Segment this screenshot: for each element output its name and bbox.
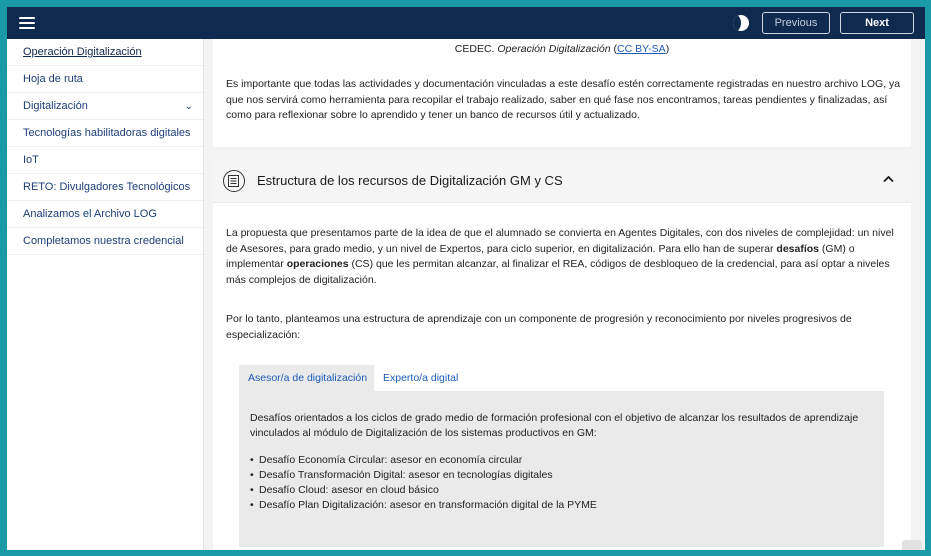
main-content (204, 39, 925, 550)
section-header[interactable] (213, 159, 911, 203)
proposal-keyword-operaciones: operaciones (286, 258, 349, 270)
sidebar-item-label: IoT (23, 154, 39, 166)
sidebar-item-label: Completamos nuestra credencial (23, 235, 184, 247)
sidebar-item-hoja-de-ruta[interactable] (7, 66, 203, 93)
top-bar (7, 7, 925, 39)
list-item-label: Desafío Economía Circular (259, 454, 385, 466)
sidebar-item-credencial[interactable] (7, 228, 203, 255)
sidebar-item-archivo-log[interactable] (7, 201, 203, 228)
moon-icon[interactable] (733, 15, 749, 31)
sidebar-item-label: Analizamos el Archivo LOG (23, 208, 157, 220)
challenge-list (250, 453, 870, 513)
sidebar (7, 39, 204, 550)
tab-asesor[interactable]: Asesor/a de digitalización (239, 365, 374, 391)
structure-section (213, 159, 911, 550)
credit-title: Operación Digitalización (497, 43, 611, 55)
app-frame (7, 7, 925, 550)
next-button[interactable]: Next (840, 12, 914, 34)
list-item (250, 498, 870, 513)
document-list-icon (223, 170, 245, 192)
sidebar-item-label: Digitalización (23, 100, 88, 112)
proposal-text-2: (GM) o implementar (226, 242, 855, 270)
image-credit (213, 43, 911, 55)
scroll-to-top-tab[interactable] (902, 540, 922, 550)
structure-paragraph: Por lo tanto, planteamos una estructura de aprendizaje con un componente de progresión y reconocimiento por niveles progresivos de especialización: (226, 313, 852, 341)
list-item-desc: : asesor en cloud básico (325, 484, 439, 496)
intro-card (213, 39, 911, 147)
proposal-paragraph (226, 226, 906, 288)
tab-panel-asesor (239, 391, 884, 547)
proposal-keyword-desafios: desafíos (776, 242, 820, 255)
sidebar-item-label: RETO: Divulgadores Tecnológicos (23, 181, 191, 193)
sidebar-item-label: Operación Digitalización (23, 46, 142, 58)
panel-description: Desafíos orientados a los ciclos de grado medio de formación profesional con el objetivo de alcanzar los resultados de aprendizaje vinculados al módulo de Digitalización de los sistemas productivos en GM: (250, 412, 859, 439)
sidebar-item-operacion-digitalizacion[interactable] (7, 39, 203, 66)
list-item-desc: : asesor en economía circular (384, 454, 523, 466)
list-item-label: Desafío Plan Digitalización (259, 499, 384, 511)
proposal-text-3: (CS) que les permitan alcanzar, al finalizar el REA, códigos de desbloqueo de la credencial, para así optar a niveles más complejos de digitalización. (226, 258, 890, 286)
list-item-label: Desafío Cloud (259, 484, 326, 496)
list-item (250, 468, 870, 483)
license-link[interactable]: CC BY-SA (617, 43, 666, 55)
chevron-up-icon[interactable] (883, 175, 894, 183)
chevron-down-icon[interactable]: ⌄ (184, 101, 193, 112)
sidebar-item-tecnologias-habilitadoras[interactable] (7, 120, 203, 147)
credit-author: CEDEC. (454, 43, 498, 55)
list-item (250, 453, 870, 468)
sidebar-item-iot[interactable] (7, 147, 203, 174)
section-title: Estructura de los recursos de Digitalización GM y CS (257, 173, 563, 188)
sidebar-item-label: Tecnologías habilitadoras digitales (23, 127, 191, 139)
list-item-label: Desafío Transformación Digital (259, 469, 403, 481)
list-item-desc: : asesor en tecnologías digitales (402, 469, 553, 481)
previous-button[interactable]: Previous (762, 12, 830, 34)
tab-experto[interactable]: Experto/a digital (383, 372, 459, 384)
credit-paren-open: ( (610, 43, 618, 55)
log-paragraph: Es importante que todas las actividades y documentación vinculadas a este desafío estén correctamente registradas en nuestro archivo LOG, ya que nos servirá como herramienta para recopilar el trabajo realizado, saber en qué fase nos encontramos, tareas pendientes y finalizadas, así como para reflexionar sobre lo aprendido y tener un banco de recursos útil y actualizado. (226, 78, 901, 121)
credit-paren-close: ) (665, 43, 670, 55)
sidebar-item-digitalizacion[interactable] (7, 93, 203, 120)
sidebar-item-reto-divulgadores[interactable] (7, 174, 203, 201)
list-item-desc: : asesor en transformación digital de la PYME (383, 499, 597, 511)
sidebar-item-label: Hoja de ruta (23, 73, 83, 85)
proposal-text-1: La propuesta que presentamos parte de la idea de que el alumnado se convierta en Agentes Digitales, con dos niveles de complejidad: un nivel de Asesores, para grado medio, y un nivel de Expertos, para ciclo superior, en digitalización. Para ello han de superar (226, 227, 894, 255)
hamburger-menu-icon[interactable] (19, 17, 35, 29)
list-item (250, 483, 870, 498)
